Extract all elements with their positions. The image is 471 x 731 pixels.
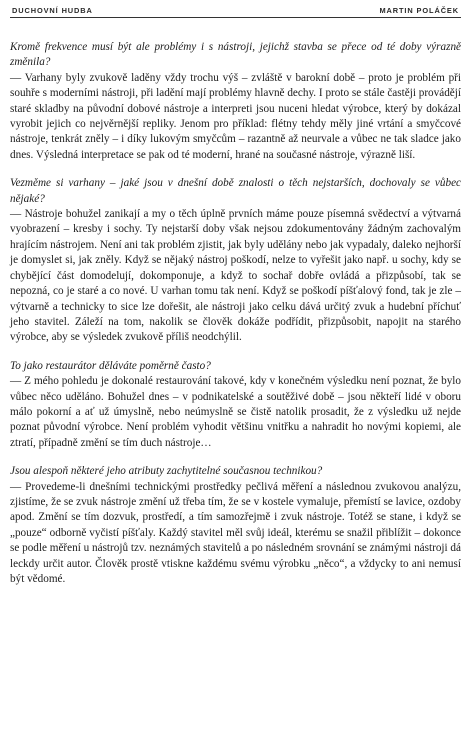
interview-answer: [10, 480, 461, 588]
qa-section-3: [10, 359, 461, 451]
running-header: [10, 6, 461, 18]
answer-paragraph: — Varhany byly zvukově laděny vždy trochu výš – zvláště v barokní době – proto je problém při souhře s moderními nástroji, při ladění mají problémy hlavně dechy. I proto se stále častěji provádějí staré skladby na původní dobové nástroje a interpreti jsou nuceni hledat výrobce, který by dokázal vyrobit jejich co nejvěrnější repliky. Jenom pro příklad: flétny tehdy měly jiné vrtání a smyčcové nástroje, tenkrát zněly – i díky lukovým smyčcům – razantně až neurvale a vůbec ne tak sladce jako dnes. Výsledná interpretace se pak od té moderní, hrané na současné nástroje, výrazně liší.: [10, 71, 461, 161]
answer-paragraph: — Z mého pohledu je dokonalé restaurování takové, kdy v konečném výsledku není poznat, že bylo vůbec něco uděláno. Bohužel dnes – v podnikatelské a soutěživé době – jsou někteří lidé v oboru málo pokorní a ať už úmyslně, nebo neúmyslně se čistě natolik prosadit, že z výsledku už nejde poznat původní výrobce. Není problém vyhodit většinu vnitřku a nahradit ho novými kopiemi, ale ztratí, případně změní se tím duch nástroje…: [10, 375, 461, 449]
interview-answer: [10, 374, 461, 451]
article-body: [10, 40, 461, 587]
interview-question: Vezměme si varhany – jaké jsou v dnešní době znalosti o těch nejstarších, dochovaly se vůbec nějaké?: [10, 177, 461, 205]
interview-question: To jako restaurátor děláváte poměrně často?: [10, 359, 211, 372]
qa-section-2: [10, 176, 461, 345]
interview-question: Jsou alespoň některé jeho atributy zachytitelné současnou technikou?: [10, 465, 323, 478]
qa-section-1: [10, 40, 461, 163]
interview-question: Kromě frekvence musí být ale problémy i s nástroji, jejichž stavba se přece od té doby výrazně změnila?: [10, 41, 461, 69]
interview-answer: [10, 207, 461, 346]
interview-answer: [10, 71, 461, 163]
header-author-name: MARTIN POLÁČEK: [379, 6, 459, 15]
document-page: [10, 6, 461, 726]
qa-section-4: [10, 464, 461, 587]
header-section-title: DUCHOVNÍ HUDBA: [12, 6, 93, 15]
answer-paragraph: — Nástroje bohužel zanikají a my o těch úplně prvních máme pouze písemná svědectví a výtvarná vyobrazení – kresby i sochy. Ty nejstarší doby však nejsou zdokumentovány žádným zachovalým hrajícím nástrojem. Není ani tak problém zjistit, jak byly udělány nebo jak vypadaly, daleko nejhorší je domyslet si, jak zněly. Když se nějaký nástroj poškodí, nelze to vyřešit jako např. u sochy, kdy se chybějící část domodelují, dokomponuje, a když to sochař dobře ovládá a přizpůsobí, tak se nepozná, co je staré a co nové. U varhan tomu tak není. Když se poškodí píšťalový fond, tak je zle – výtvarně a technicky to sice lze dořešit, ale nástroji jako celku dává určitý zvuk a hudební příchuť jeho stavitel. Záleží na tom, nakolik se člověk dokáže podřídit, přizpůsobit, napojit na starého výrobce, aby se výsledek zvukově příliš neodchýlil.: [10, 208, 461, 344]
answer-paragraph: — Provedeme-li dnešními technickými prostředky pečlivá měření a následnou zvukovou analýzu, zjistíme, že se zvuk nástroje změní už třeba tím, že se v kostele vymaluje, přemístí se lavice, ozdoby apod. Změní se tím dozvuk, prostředí, a tím samozřejmě i zvuk nástroje. Totéž se stane, i když se „pouze“ odborně vyčistí píšťaly. Každý stavitel měl svůj ideál, kterému se snažil přiblížit – dokonce se podle měření u nástrojů tzv. neznámých stavitelů a po následném srovnání se známými nástroji dá leckdy určit autor. Člověk prostě vtiskne každému svému výrobku „něco“, a vždycky to ani nemusí být vědomé.: [10, 480, 461, 585]
